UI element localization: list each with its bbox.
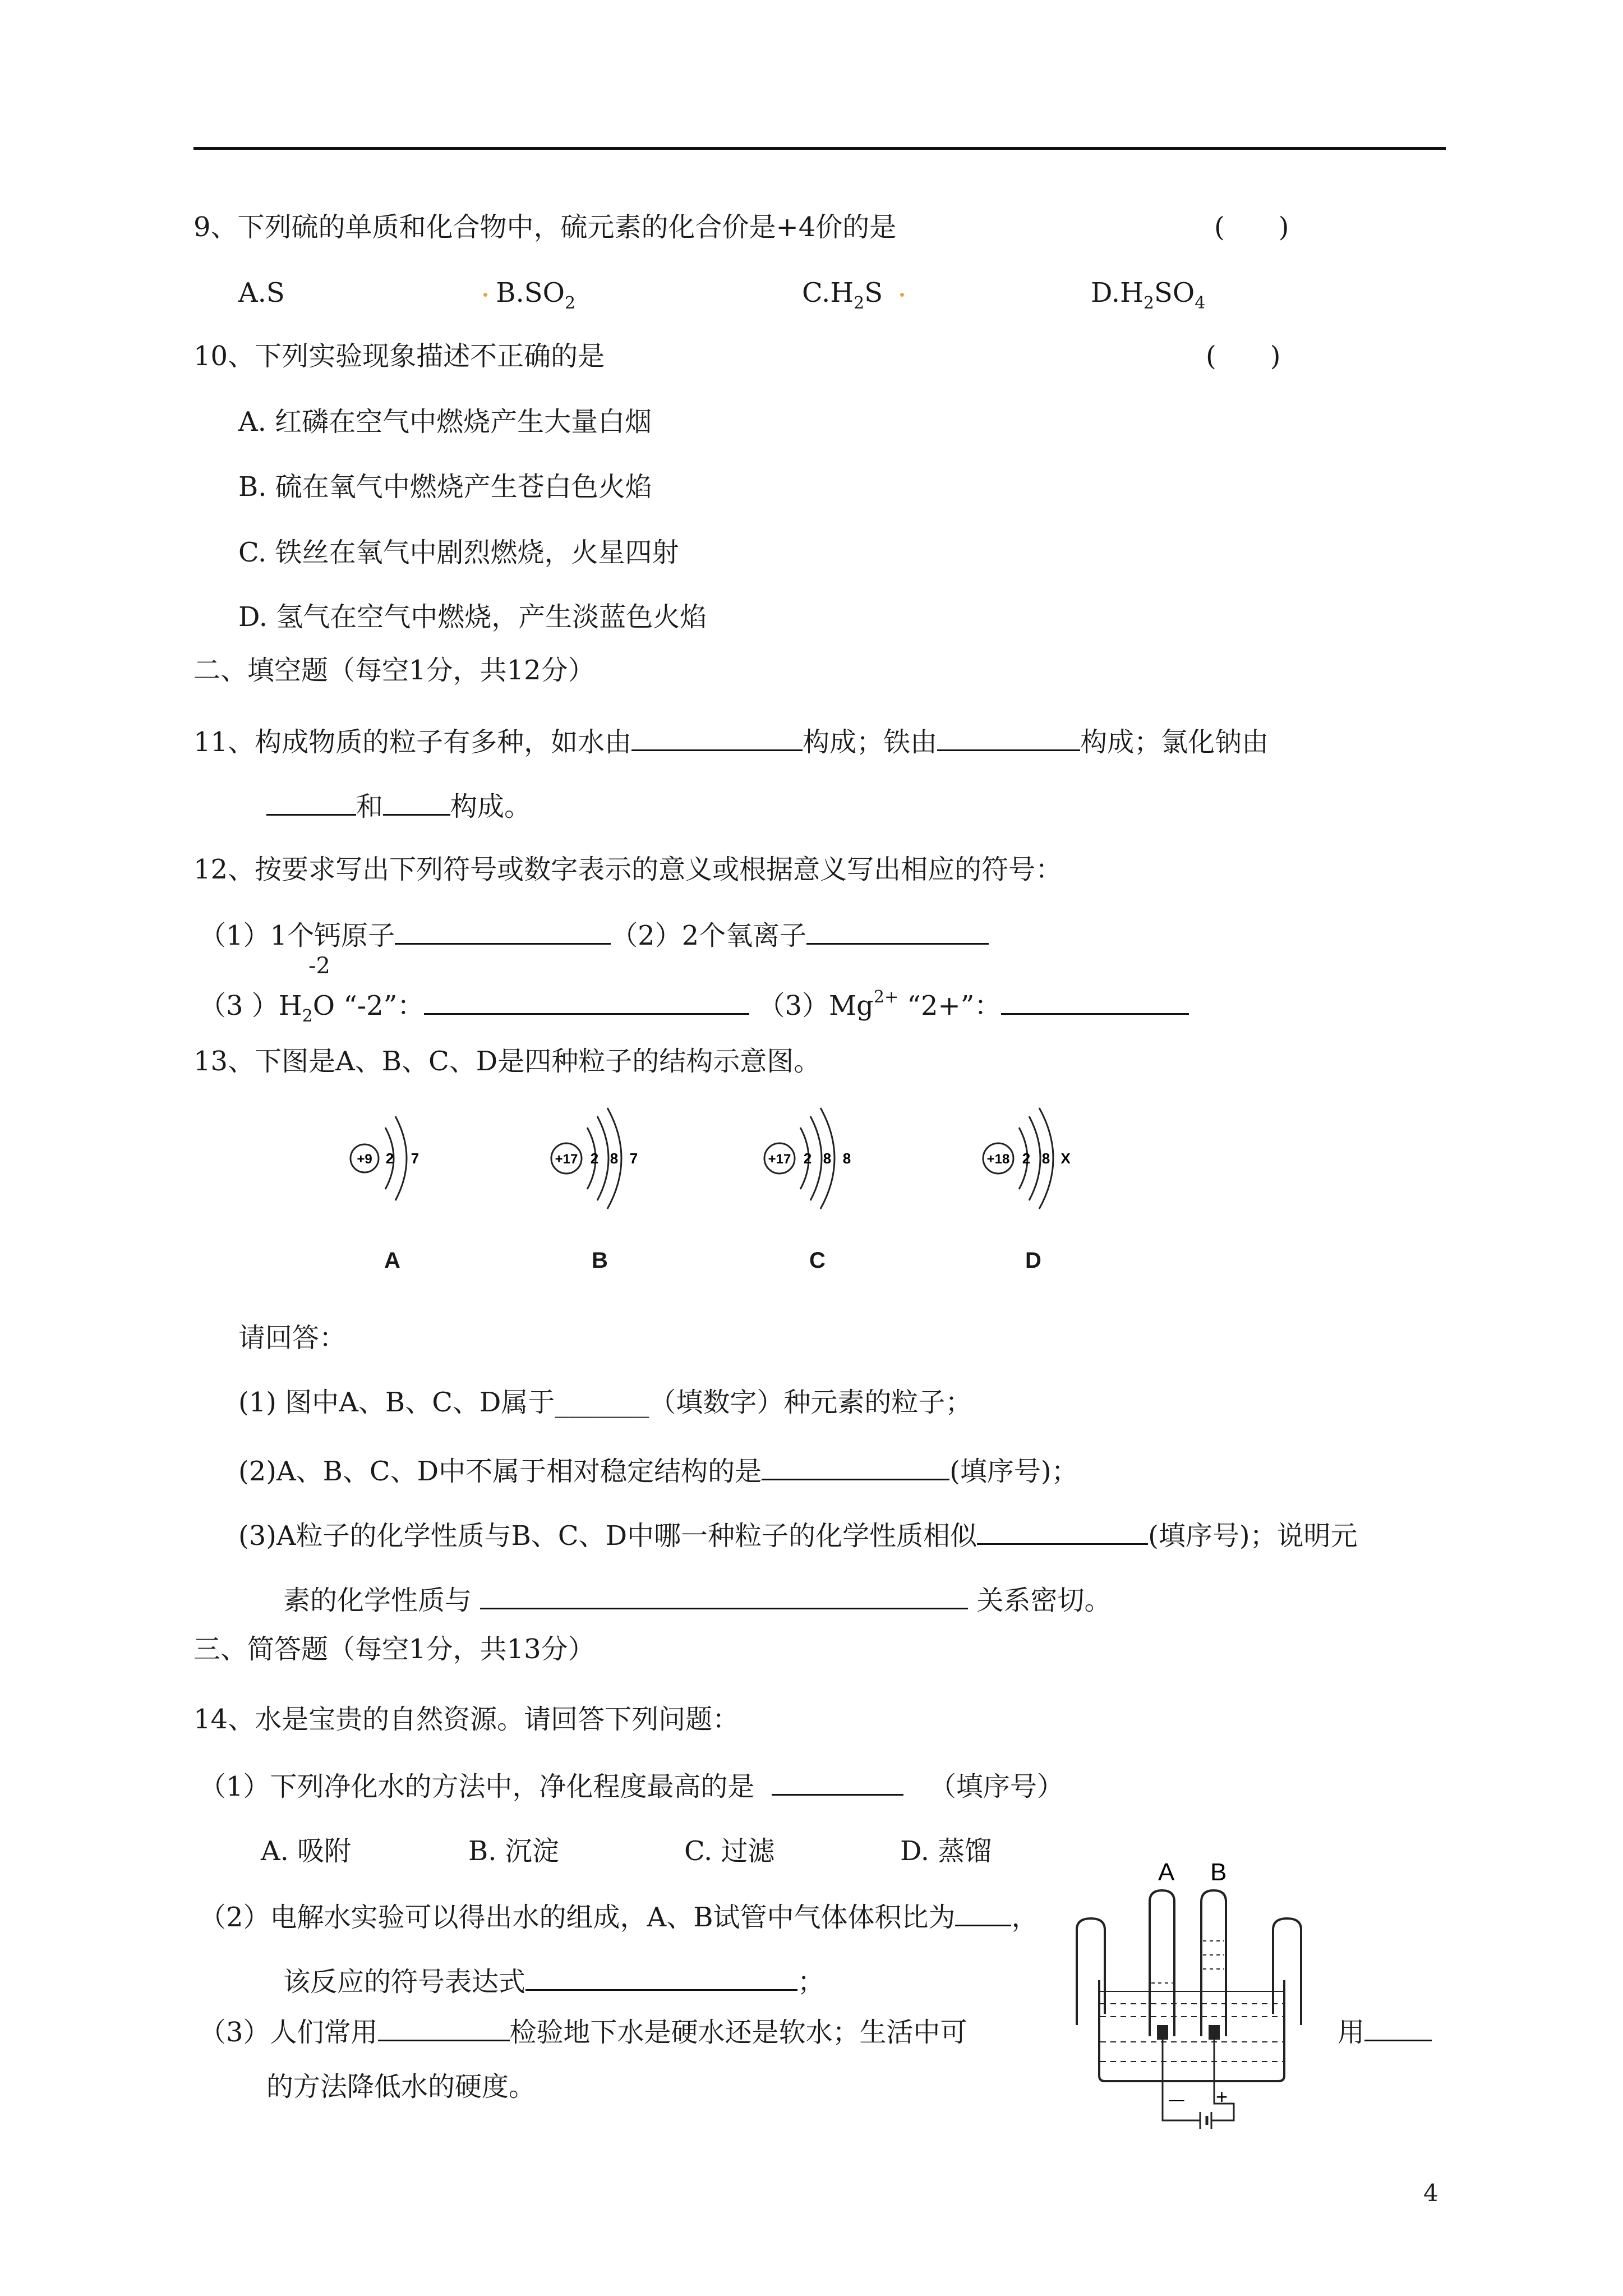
shell-electrons: 8: [842, 1150, 851, 1167]
q14-sub2: （2）电解水实验可以得出水的组成，A、B试管中气体体积比为 ，: [199, 1899, 1039, 1934]
mark-dot: [483, 293, 487, 297]
q10-option-b: B. 硫在氧气中燃烧产生苍白色火焰: [238, 471, 652, 503]
q13-stem: 13、下图是A、B、C、D是四种粒子的结构示意图。: [193, 1046, 821, 1077]
q9-answer-paren: ( ): [1214, 211, 1289, 243]
answer-blank[interactable]: [383, 788, 450, 816]
shell-electrons: 2: [1022, 1150, 1031, 1167]
answer-blank[interactable]: [1364, 2014, 1432, 2041]
tube-label-b: B: [1210, 1858, 1227, 1886]
q11-line2: 和 构成。: [266, 788, 531, 823]
q14-option-d: D. 蒸馏: [900, 1835, 992, 1867]
q12-stem: 12、按要求写出下列符号或数字表示的意义或根据意义写出相应的符号：: [193, 854, 1063, 885]
nucleus-charge: +18: [986, 1152, 1010, 1167]
q12-line2: （3 ）$H_2O$ “-2”： $(3)Mg^{2+}$ “2+”：: [199, 981, 1189, 1033]
answer-blank[interactable]: [762, 1453, 949, 1480]
q14-option-b: B. 沉淀: [468, 1835, 559, 1867]
q14-sub3-line2: 的方法降低水的硬度。: [266, 2071, 536, 2102]
answer-blank[interactable]: [631, 724, 803, 751]
q13-sub3-line2: 素的化学性质与 关系密切。: [283, 1582, 1112, 1617]
answer-blank[interactable]: [378, 2014, 510, 2041]
answer-blank[interactable]: [424, 987, 749, 1015]
q14-sub2-line2: 该反应的符号表达式 ；: [283, 1963, 824, 1999]
q14-sub1: （1）下列净化水的方法中，净化程度最高的是 （填序号）: [199, 1768, 1064, 1803]
nucleus-charge: +17: [768, 1152, 791, 1167]
shell-electrons: 2: [803, 1150, 812, 1167]
shell-electrons: X: [1061, 1150, 1071, 1167]
q14-stem: 14、水是宝贵的自然资源。请回答下列问题：: [193, 1704, 740, 1735]
q12-line1: （1）1个钙原子 （2）2个氧离子: [199, 917, 989, 953]
q14-sub3-tail: 用: [1338, 2014, 1432, 2049]
atom-diagram-a: [339, 1105, 440, 1214]
answer-blank[interactable]: [977, 1517, 1148, 1545]
q13-sub1: (1) 图中A、B、C、D属于_______（填数字）种元素的粒子；: [238, 1387, 972, 1418]
shell-electrons: 8: [823, 1150, 832, 1167]
tube-label-a: A: [1158, 1858, 1175, 1886]
q14-option-a: A. 吸附: [261, 1835, 352, 1867]
q9-option-a: A.S: [238, 277, 285, 309]
answer-blank[interactable]: [525, 1963, 797, 1991]
atom-label-a: A: [384, 1248, 400, 1273]
shell-electrons: 7: [411, 1150, 419, 1167]
shell-electrons: 8: [1041, 1150, 1050, 1167]
atom-diagram-b: [541, 1105, 665, 1214]
nucleus-charge: +17: [555, 1152, 578, 1167]
q13-sub2: (2)A、B、C、D中不属于相对稳定结构的是 (填序号)；: [238, 1453, 1078, 1488]
q10-option-a: A. 红磷在空气中燃烧产生大量白烟: [238, 406, 652, 438]
section-2-heading: 二、填空题（每空1分，共12分）: [193, 655, 595, 686]
atom-label-c: C: [809, 1248, 826, 1273]
answer-blank[interactable]: [806, 917, 989, 945]
q13-sub3: (3)A粒子的化学性质与B、C、D中哪一种粒子的化学性质相似 (填序号)；说明元: [238, 1517, 1358, 1553]
shell-electrons: 2: [590, 1150, 599, 1167]
atom-diagram-c: [754, 1105, 878, 1214]
answer-blank[interactable]: [395, 917, 611, 945]
mark-dot: [900, 293, 904, 297]
shell-electrons: 2: [385, 1150, 394, 1167]
shell-electrons: 7: [629, 1150, 638, 1167]
q9-option-d: $D.H_2SO_4$: [1091, 277, 1206, 313]
atom-label-d: D: [1025, 1248, 1041, 1273]
q11-line1: 11、构成物质的粒子有多种，如水由 构成；铁由 构成；氯化钠由: [193, 724, 1269, 759]
answer-blank[interactable]: [772, 1768, 903, 1796]
atom-label-b: B: [592, 1248, 608, 1273]
atom-diagram-d: [973, 1105, 1096, 1214]
section-3-heading: 三、简答题（每空1分，共13分）: [193, 1634, 595, 1665]
q9-stem: 9、下列硫的单质和化合物中，硫元素的化合价是+4价的是: [193, 211, 897, 243]
q10-option-d: D. 氢气在空气中燃烧，产生淡蓝色火焰: [238, 601, 707, 633]
q10-answer-paren: ( ): [1206, 341, 1281, 372]
answer-blank[interactable]: [955, 1899, 1011, 1926]
q14-sub3: （3）人们常用 检验地下水是硬水还是软水；生活中可: [199, 2014, 967, 2049]
q10-option-c: C. 铁丝在氧气中剧烈燃烧，火星四射: [238, 537, 679, 568]
answer-blank[interactable]: [266, 788, 356, 816]
q9-option-c: $C.H_2S$: [802, 276, 904, 320]
answer-blank[interactable]: [480, 1582, 968, 1609]
header-rule: [193, 147, 1446, 150]
q9-option-b: $B.SO_2$: [483, 276, 575, 320]
positive-terminal: +: [1216, 2085, 1228, 2108]
answer-blank[interactable]: [937, 724, 1080, 751]
q10-stem: 10、下列实验现象描述不正确的是: [193, 341, 605, 372]
q13-prompt: 请回答：: [238, 1322, 347, 1354]
negative-terminal: －: [1166, 2090, 1187, 2113]
shell-electrons: 8: [610, 1150, 619, 1167]
q12-charge-mark: -2: [308, 953, 330, 979]
answer-blank[interactable]: [1001, 987, 1189, 1015]
electrolysis-apparatus: [1066, 1857, 1312, 2139]
nucleus-charge: +9: [357, 1152, 372, 1167]
page-number: 4: [1423, 2179, 1438, 2207]
q14-option-c: C. 过滤: [684, 1835, 775, 1867]
